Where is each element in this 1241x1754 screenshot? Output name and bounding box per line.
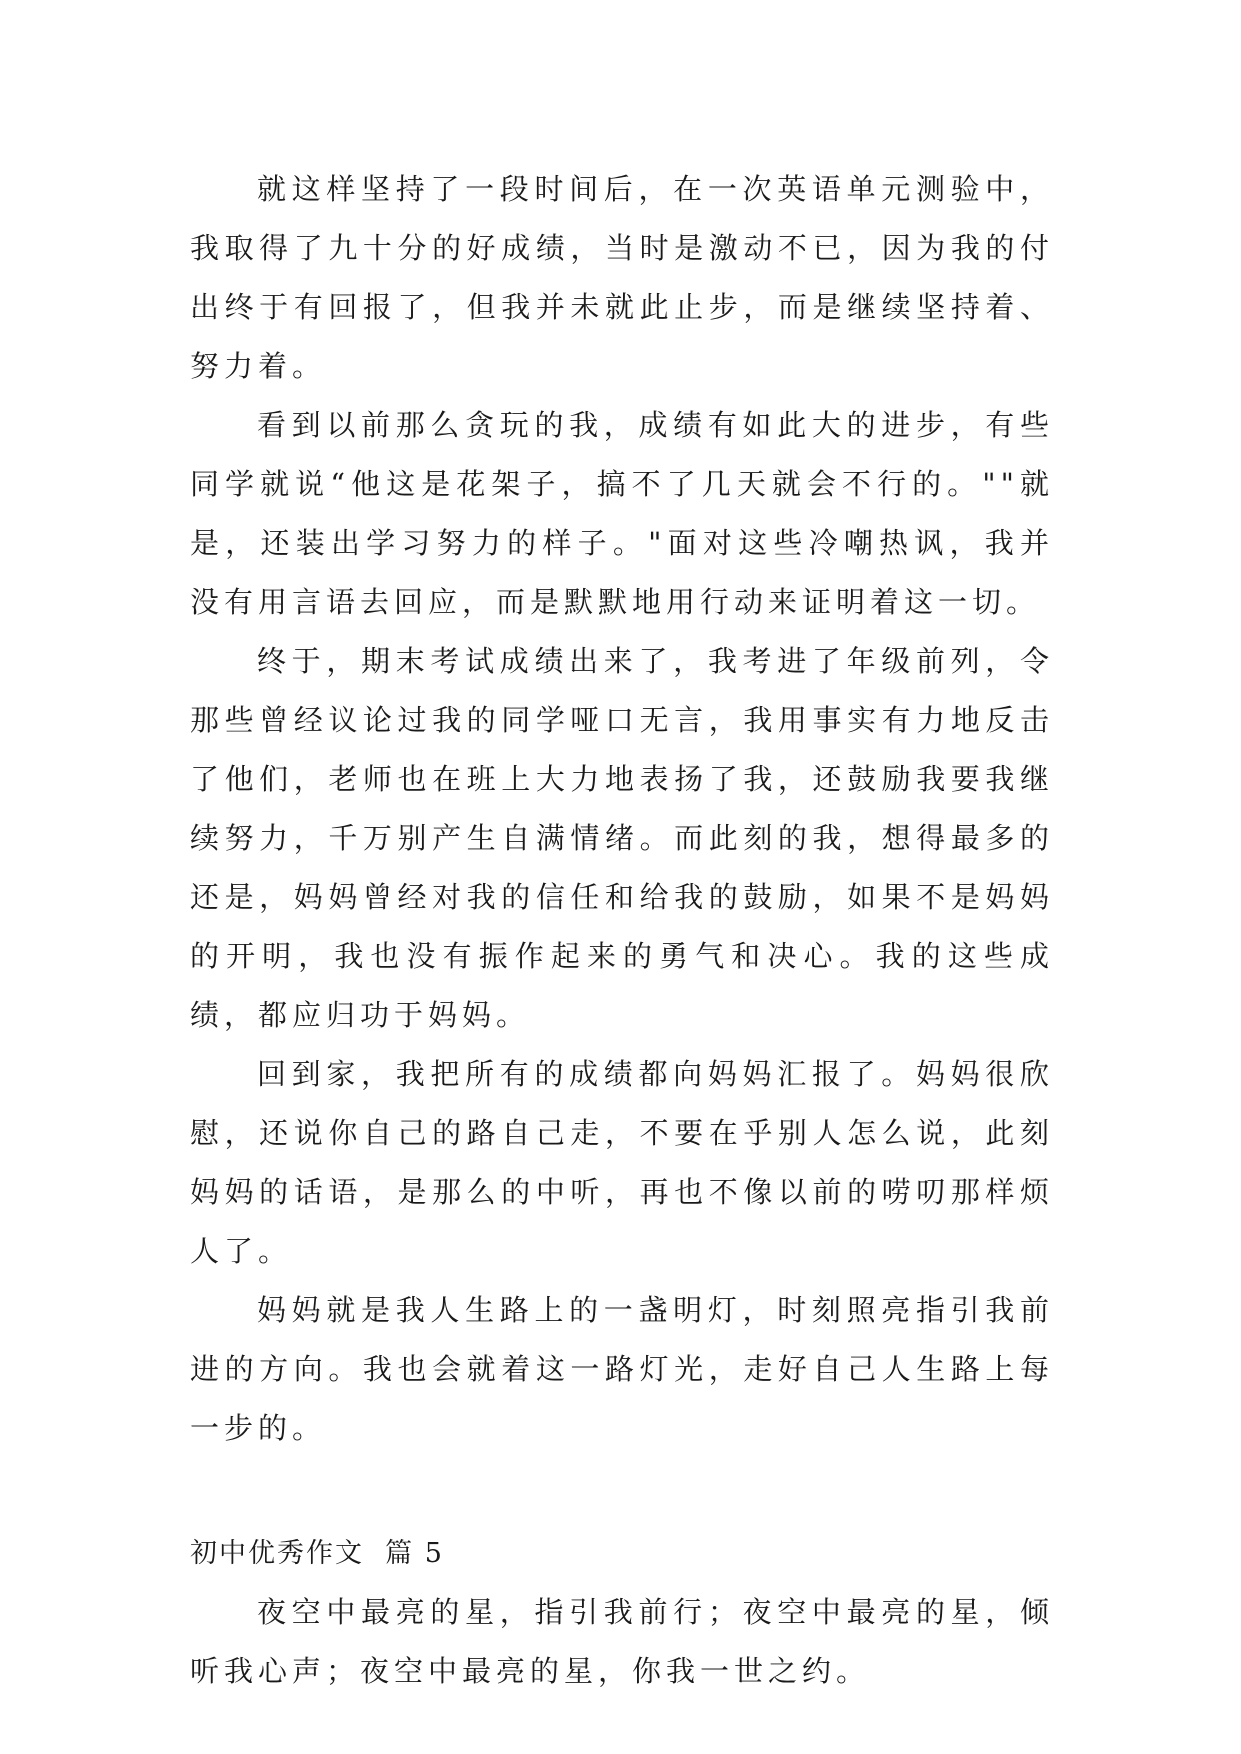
paragraph: 终于，期末考试成绩出来了，我考进了年级前列，令那些曾经议论过我的同学哑口无言，我用事实有力地反击了他们，老师也在班上大力地表扬了我，还鼓励我要我继续努力，千万别产生自满情绪。而此刻的我，想得最多的还是，妈妈曾经对我的信任和给我的鼓励，如果不是妈妈的开明，我也没有振作起来的勇气和决心。我的这些成绩，都应归功于妈妈。 [190, 644, 1054, 1032]
paragraph: 就这样坚持了一段时间后，在一次英语单元测验中，我取得了九十分的好成绩，当时是激动不已，因为我的付出终于有回报了，但我并未就此止步，而是继续坚持着、努力着。 [190, 172, 1054, 383]
paragraph: 回到家，我把所有的成绩都向妈妈汇报了。妈妈很欣慰，还说你自己的路自己走，不要在乎别人怎么说，此刻妈妈的话语，是那么的中听，再也不像以前的唠叨那样烦人了。 [190, 1057, 1054, 1268]
paragraph: 夜空中最亮的星，指引我前行；夜空中最亮的星，倾听我心声；夜空中最亮的星，你我一世之约。 [190, 1595, 1054, 1688]
paragraph: 妈妈就是我人生路上的一盏明灯，时刻照亮指引我前进的方向。我也会就着这一路灯光，走好自己人生路上每一步的。 [190, 1293, 1054, 1445]
document-body [190, 160, 1054, 1701]
section-heading: 初中优秀作文 篇 5 [190, 1538, 444, 1569]
paragraph: 看到以前那么贪玩的我，成绩有如此大的进步，有些同学就说“他这是花架子，搞不了几天就会不行的。""就是，还装出学习努力的样子。"面对这些冷嘲热讽，我并没有用言语去回应，而是默默地用行动来证明着这一切。 [190, 408, 1054, 619]
